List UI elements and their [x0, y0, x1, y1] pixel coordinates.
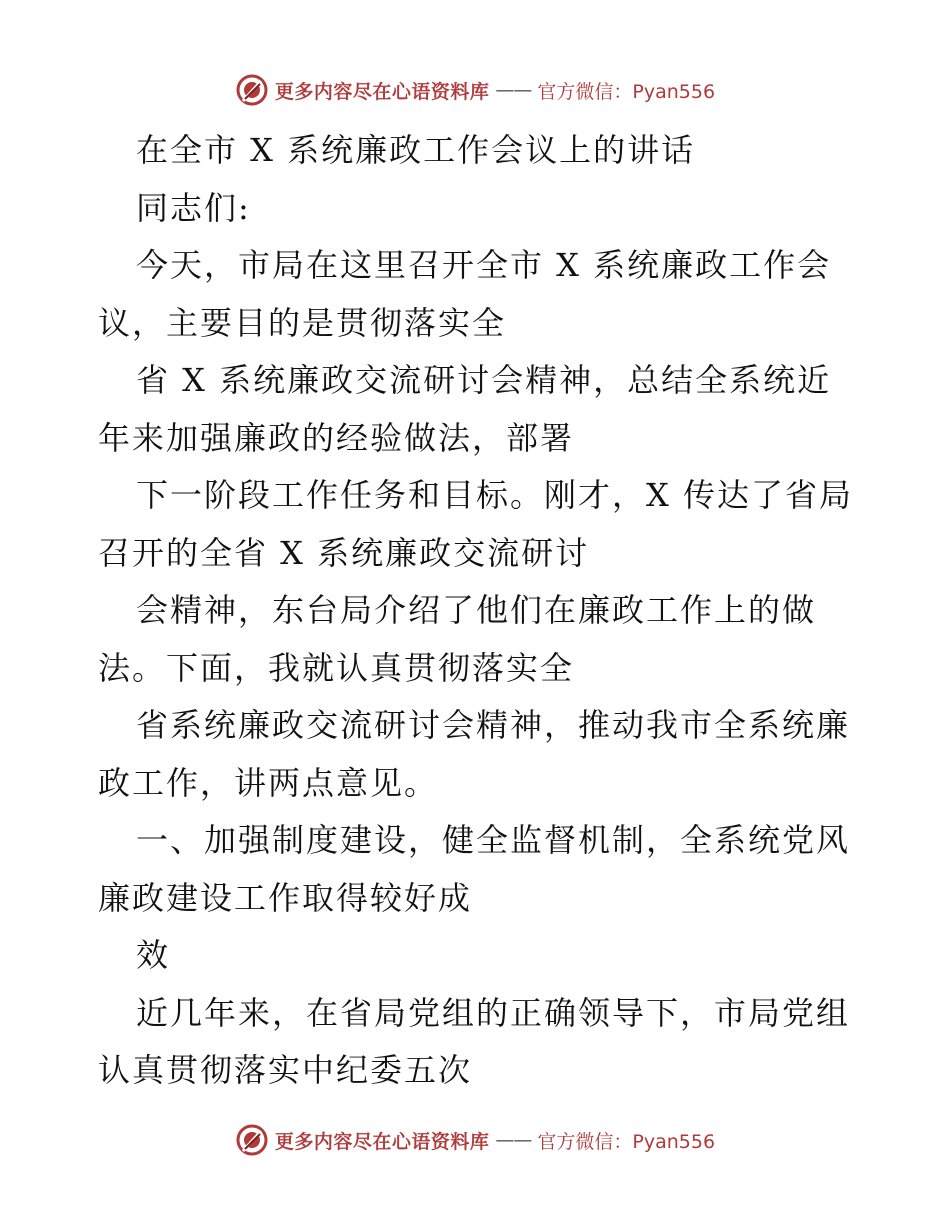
text-line: 一、加强制度建设，健全监督机制，全系统党风 [136, 821, 851, 859]
text-line: 同志们: [136, 188, 251, 227]
text-line: 省 X 系统廉政交流研讨会精神，总结全系统近 [136, 361, 832, 399]
banner-site-name: 更多内容尽在心语资料库 [274, 80, 490, 103]
banner-site-name: 更多内容尽在心语资料库 [274, 1130, 490, 1153]
text-line: 议，主要目的是贯彻落实全 [98, 303, 507, 342]
brand-logo-icon [235, 1123, 269, 1157]
banner-separator: —— [495, 1129, 532, 1151]
text-line: 认真贯彻落实中纪委五次 [98, 1051, 473, 1089]
text-line: 今天，市局在这里召开全市 X 系统廉政工作会 [136, 246, 832, 284]
text-line: 在全市 X 系统廉政工作会议上的讲话 [136, 131, 696, 169]
text-line: 年来加强廉政的经验做法，部署 [98, 418, 575, 457]
footer-banner [0, 1120, 950, 1160]
text-line: 近几年来，在省局党组的正确领导下，市局党组 [136, 993, 851, 1032]
document-body [98, 122, 898, 1100]
text-line: 下一阶段工作任务和目标。刚才，X 传达了省局 [136, 476, 853, 514]
banner-separator: —— [495, 79, 532, 101]
text-line: 省系统廉政交流研讨会精神，推动我市全系统廉 [136, 706, 851, 744]
text-line: 效 [136, 936, 171, 974]
text-line: 会精神，东台局介绍了他们在廉政工作上的做 [136, 591, 817, 629]
banner-wechat: 官方微信：Pyan556 [537, 1130, 716, 1153]
text-line: 廉政建设工作取得较好成 [98, 878, 473, 917]
text-line: 召开的全省 X 系统廉政交流研讨 [98, 533, 590, 572]
text-line: 政工作，讲两点意见。 [98, 763, 439, 802]
text-line: 法。下面，我就认真贯彻落实全 [98, 648, 575, 687]
header-banner [0, 70, 950, 110]
banner-wechat: 官方微信：Pyan556 [537, 80, 716, 103]
brand-logo-icon [235, 73, 269, 107]
